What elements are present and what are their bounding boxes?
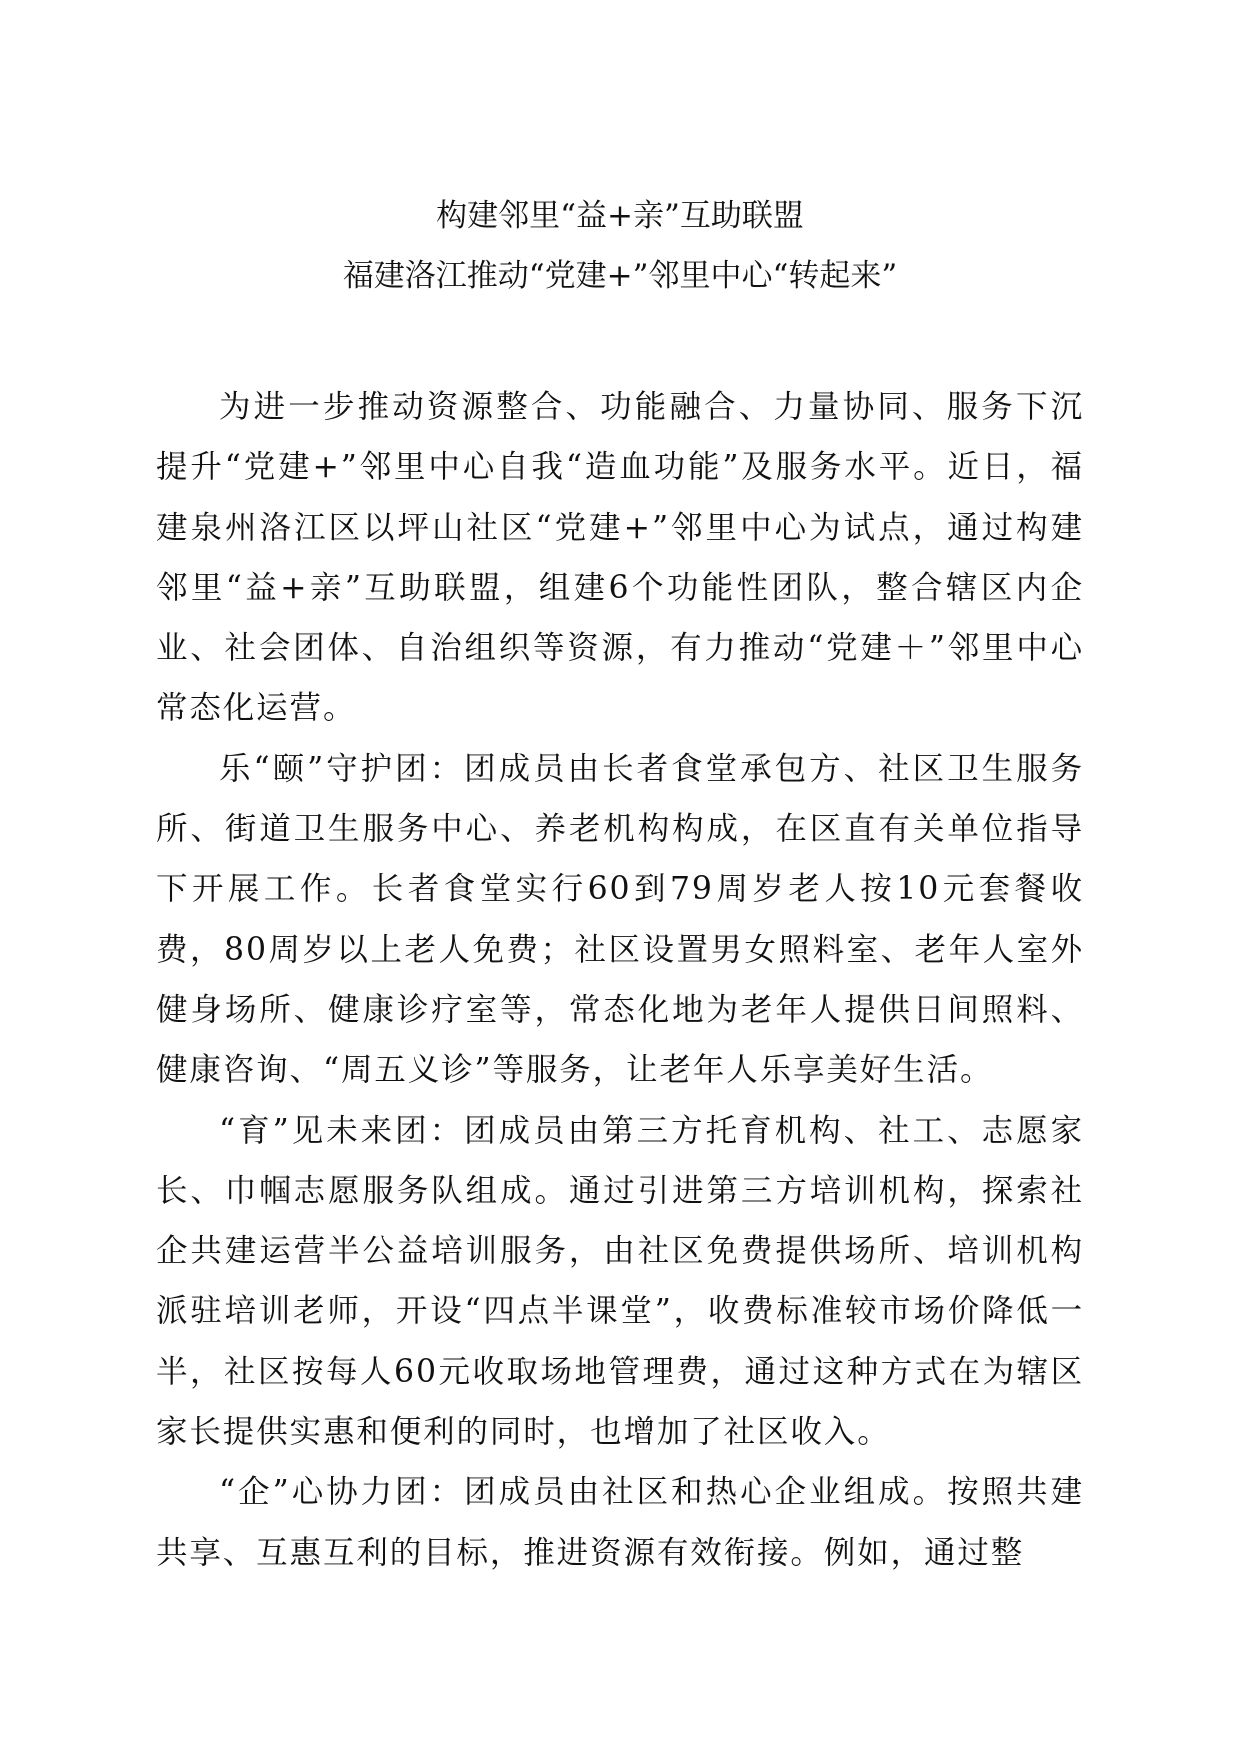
paragraph-enterprise-team: “企”心协力团：团成员由社区和热心企业组成。按照共建共享、互惠互利的目标，推进资源有效衔接。例如，通过整: [156, 1474, 1084, 1571]
paragraph-intro: 为进一步推动资源整合、功能融合、力量协同、服务下沉提升“党建+”邻里中心自我“造血功能”及服务水平。近日，福建泉州洛江区以坪山社区“党建+”邻里中心为试点，通过构建邻里“益+亲”互助联盟，组建6个功能性团队，整合辖区内企业、社会团体、自治组织等资源，有力推动“党建＋”邻里中心常态化运营。: [156, 389, 1084, 727]
paragraph-elderly-team: 乐“颐”守护团：团成员由长者食堂承包方、社区卫生服务所、街道卫生服务中心、养老机构构成，在区直有关单位指导下开展工作。长者食堂实行60到79周岁老人按10元套餐收费，80周岁以上老人免费；社区设置男女照料室、老年人室外健身场所、健康诊疗室等，常态化地为老年人提供日间照料、健康咨询、“周五义诊”等服务，让老年人乐享美好生活。: [156, 750, 1084, 1089]
title-line-1: 构建邻里“益+亲”互助联盟: [436, 198, 804, 234]
title-line-2: 福建洛江推动“党建+”邻里中心“转起来”: [342, 258, 898, 294]
article-body: [156, 377, 1084, 1583]
paragraph-education-team: “育”见未来团：团成员由第三方托育机构、社工、志愿家长、巾帼志愿服务队组成。通过引进第三方培训机构，探索社企共建运营半公益培训服务，由社区免费提供场所、培训机构派驻培训老师，开设“四点半课堂”，收费标准较市场价降低一半，社区按每人60元收取场地管理费，通过这种方式在为辖区家长提供实惠和便利的同时，也增加了社区收入。: [156, 1112, 1084, 1451]
